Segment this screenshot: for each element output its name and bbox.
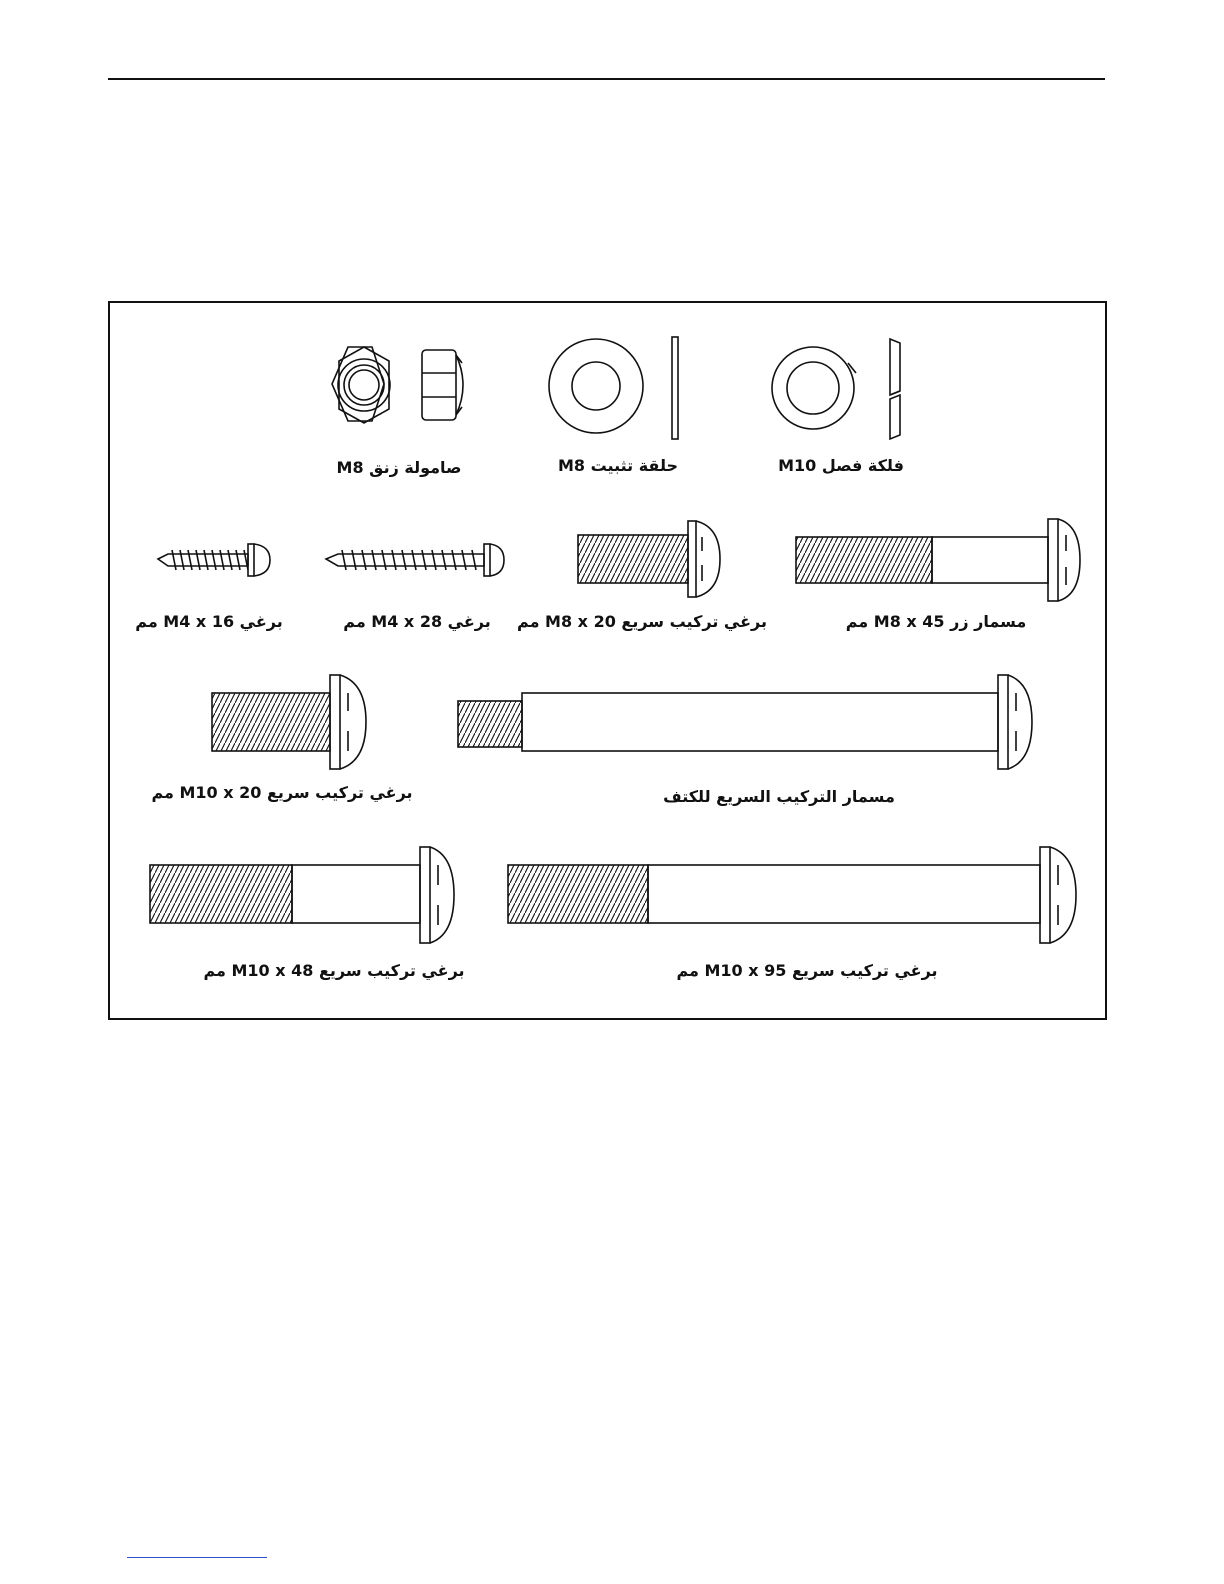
label-bolt-m10-48: برغي تركيب سريع M10 x 48 مم (203, 961, 465, 980)
label-bolt-m10-95: برغي تركيب سريع M10 x 95 مم (676, 961, 938, 980)
label-shoulder-bolt: مسمار التركيب السريع للكتف (663, 787, 895, 806)
footer-link-underline (127, 1557, 267, 1558)
label-bolt-m8-20: برغي تركيب سريع M8 x 20 مم (517, 612, 767, 631)
header-rule (108, 78, 1105, 80)
split-washer-icon (772, 339, 900, 439)
label-washer-m8: حلقة تثبيت M8 (557, 456, 679, 475)
screw-m4-16-icon (158, 544, 270, 576)
label-screw-m4-16: برغي M4 x 16 مم (135, 612, 283, 631)
bolt-m10-95-icon (508, 847, 1076, 943)
screw-m4-28-icon (326, 544, 504, 576)
nylon-nut-icon (332, 347, 463, 423)
label-nylon-nut: صامولة زنق M8 (336, 458, 462, 477)
washer-m8-icon (549, 337, 678, 439)
hardware-illustrations (110, 303, 1105, 1018)
label-button-bolt-m8-45: مسمار زر M8 x 45 مم (845, 612, 1027, 631)
label-bolt-m10-20: برغي تركيب سريع M10 x 20 مم (151, 783, 413, 802)
label-split-washer: فلكة فصل M10 (778, 456, 904, 475)
bolt-m10-20-icon (212, 675, 366, 769)
bolt-m10-48-icon (150, 847, 454, 943)
shoulder-bolt-icon (458, 675, 1032, 769)
button-bolt-m8-45-icon (796, 519, 1080, 601)
hardware-key-box (108, 301, 1107, 1020)
label-screw-m4-28: برغي M4 x 28 مم (343, 612, 491, 631)
bolt-m8-20-icon (578, 521, 720, 597)
